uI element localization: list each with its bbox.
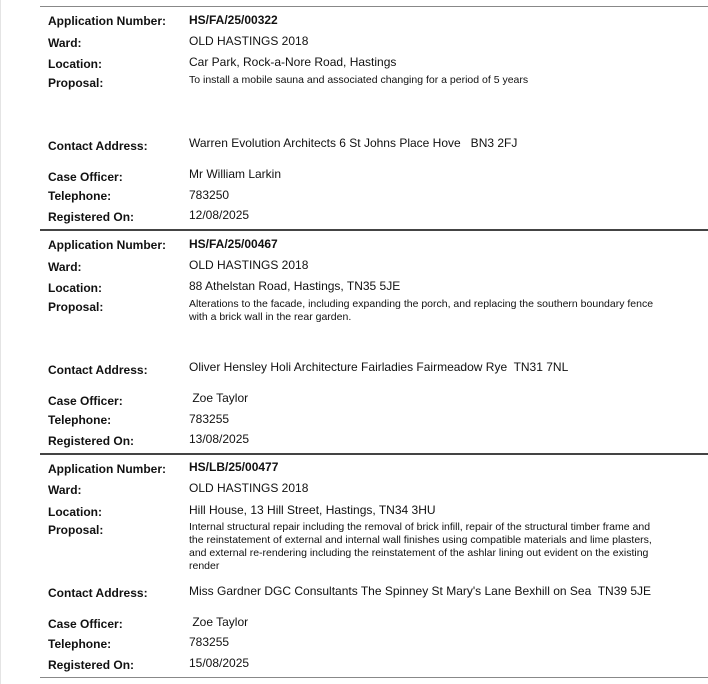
location-label: Location: — [48, 281, 102, 295]
telephone-value: 783250 — [189, 188, 230, 202]
case-officer-value: Zoe Taylor — [189, 615, 249, 629]
contact-address-value: Warren Evolution Architects 6 St Johns Place Hove BN3 2FJ — [189, 136, 518, 150]
case-officer-value: Mr William Larkin — [189, 167, 282, 181]
case-officer-label: Case Officer: — [48, 617, 123, 631]
registered-on-label: Registered On: — [48, 210, 135, 224]
section-divider — [40, 6, 708, 7]
proposal-value: To install a mobile sauna and associated changing for a period of 5 years — [189, 74, 529, 86]
location-label: Location: — [48, 505, 102, 519]
ward-label: Ward: — [48, 260, 82, 274]
ward-value: OLD HASTINGS 2018 — [189, 481, 309, 495]
registered-on-label: Registered On: — [48, 434, 135, 448]
registered-on-label: Registered On: — [48, 658, 135, 672]
ward-label: Ward: — [48, 36, 82, 50]
proposal-label: Proposal: — [48, 76, 104, 90]
location-value: Hill House, 13 Hill Street, Hastings, TN34 3HU — [189, 503, 436, 517]
telephone-label: Telephone: — [48, 189, 112, 203]
registered-on-value: 13/08/2025 — [189, 432, 250, 446]
registered-on-value: 12/08/2025 — [189, 208, 250, 222]
location-label: Location: — [48, 57, 102, 71]
page-left-edge — [0, 0, 1, 684]
contact-address-label: Contact Address: — [48, 139, 148, 153]
case-officer-value: Zoe Taylor — [189, 391, 249, 405]
section-divider — [40, 677, 708, 678]
section-divider — [40, 229, 708, 231]
application-number-label: Application Number: — [48, 238, 167, 252]
telephone-value: 783255 — [189, 412, 230, 426]
application-number-value: HS/FA/25/00467 — [189, 237, 278, 251]
proposal-value: Alterations to the facade, including expanding the porch, and replacing the southern boundary fence with a brick wall in the rear garden. — [189, 298, 654, 323]
proposal-label: Proposal: — [48, 523, 104, 537]
application-number-value: HS/LB/25/00477 — [189, 460, 279, 474]
location-value: 88 Athelstan Road, Hastings, TN35 5JE — [189, 279, 401, 293]
application-number-label: Application Number: — [48, 462, 167, 476]
case-officer-label: Case Officer: — [48, 170, 123, 184]
contact-address-value: Oliver Hensley Holi Architecture Fairladies Fairmeadow Rye TN31 7NL — [189, 360, 569, 374]
registered-on-value: 15/08/2025 — [189, 656, 250, 670]
location-value: Car Park, Rock-a-Nore Road, Hastings — [189, 55, 397, 69]
application-number-value: HS/FA/25/00322 — [189, 13, 278, 27]
case-officer-label: Case Officer: — [48, 394, 123, 408]
ward-value: OLD HASTINGS 2018 — [189, 34, 309, 48]
telephone-label: Telephone: — [48, 637, 112, 651]
contact-address-label: Contact Address: — [48, 586, 148, 600]
contact-address-value: Miss Gardner DGC Consultants The Spinney St Mary's Lane Bexhill on Sea TN39 5JE — [189, 584, 652, 598]
contact-address-label: Contact Address: — [48, 363, 148, 377]
section-divider — [40, 453, 708, 455]
ward-label: Ward: — [48, 483, 82, 497]
application-number-label: Application Number: — [48, 14, 167, 28]
telephone-value: 783255 — [189, 635, 230, 649]
ward-value: OLD HASTINGS 2018 — [189, 258, 309, 272]
proposal-label: Proposal: — [48, 300, 104, 314]
proposal-value: Internal structural repair including the removal of brick infill, repair of the structural timber frame and the reinstatement of external and internal wall finishes using compatible materials and lime plasters, and external re-rendering including the reinstatement of the ashlar lining out evident on the existing render — [189, 521, 652, 572]
telephone-label: Telephone: — [48, 413, 112, 427]
